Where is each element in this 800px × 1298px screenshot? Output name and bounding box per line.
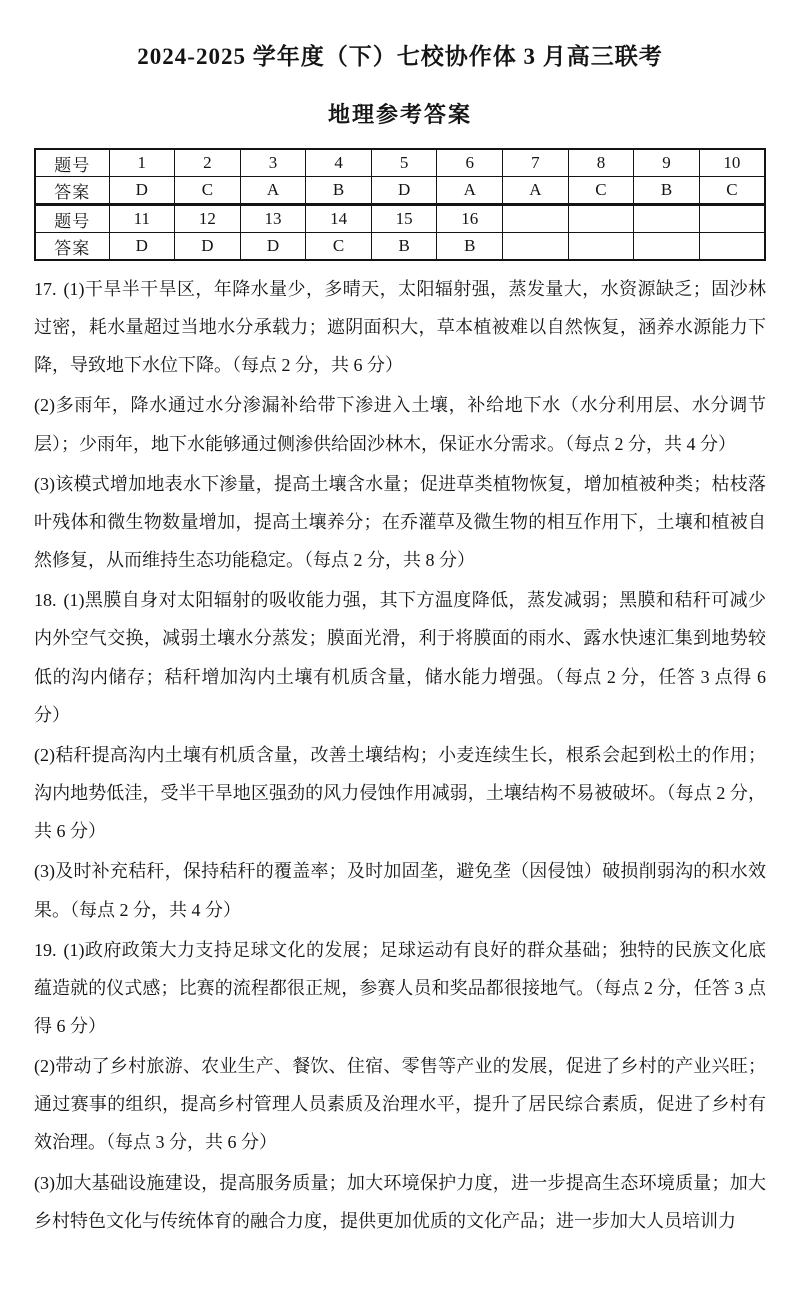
answer-part: (3)加大基础设施建设，提高服务质量；加大环境保护力度，进一步提高生态环境质量；加大乡村特色文化与传统体育的融合力度，提供更加优质的文化产品；进一步加大人员培训力 (34, 1172, 766, 1231)
question-number: 19. (34, 939, 57, 960)
answer-section-18 (34, 581, 766, 928)
answer-part: (3)该模式增加地表水下渗量，提高土壤含水量；促进草类植物恢复，增加植被种类；枯枝落叶残体和微生物数量增加，提高土壤养分；在乔灌草及微生物的相互作用下，土壤和植被自然修复，从而维持生态功能稳定。（每点 2 分，共 8 分） (34, 473, 766, 571)
answer-cell (503, 233, 569, 261)
row-header: 答案 (35, 233, 109, 261)
answer-part-text: (1)黑膜自身对太阳辐射的吸收能力强，其下方温度降低，蒸发减弱；黑膜和秸秆可减少内外空气交换，减弱土壤水分蒸发；膜面光滑，利于将膜面的雨水、露水快速汇集到地势较低的沟内储存；秸秆增加沟内土壤有机质含量，储水能力增强。（每点 2 分，任答 3 点得 6 分） (34, 590, 766, 725)
answer-part-text: (1)政府政策大力支持足球文化的发展；足球运动有良好的群众基础；独特的民族文化底蕴造就的仪式感；比赛的流程都很正规，参赛人员和奖品都很接地气。（每点 2 分，任答 3 点得 6 分） (34, 939, 766, 1036)
answer-part: (3)及时补充秸秆，保持秸秆的覆盖率；及时加固垄，避免垄（因侵蚀）破损削弱沟的积水效果。（每点 2 分，共 4 分） (34, 861, 766, 920)
table-row-qnum-11-16 (35, 205, 765, 233)
answer-part (34, 931, 766, 1045)
qnum-cell (568, 205, 634, 233)
qnum-cell: 8 (568, 149, 634, 177)
table-row-qnum-1-10 (35, 149, 765, 177)
answer-cell: C (699, 177, 765, 205)
table-row-answer-11-16 (35, 233, 765, 261)
answer-explanations (34, 270, 766, 1240)
answer-cell: C (175, 177, 241, 205)
answer-section-17 (34, 270, 766, 579)
row-header: 题号 (35, 205, 109, 233)
row-header: 题号 (35, 149, 109, 177)
qnum-cell (699, 205, 765, 233)
answer-cell: C (568, 177, 634, 205)
question-number: 18. (34, 590, 57, 611)
answer-cell: D (109, 177, 175, 205)
qnum-cell: 15 (371, 205, 437, 233)
answer-part: (2)多雨年，降水通过水分渗漏补给带下渗进入土壤，补给地下水（水分利用层、水分调节层）；少雨年，地下水能够通过侧渗供给固沙林木，保证水分需求。（每点 2 分，共 4 分） (34, 395, 766, 454)
answer-table (34, 148, 766, 261)
qnum-cell: 4 (306, 149, 372, 177)
answer-cell: A (437, 177, 503, 205)
row-header: 答案 (35, 177, 109, 205)
qnum-cell: 11 (109, 205, 175, 233)
answer-section-19 (34, 931, 766, 1240)
answer-cell: B (306, 177, 372, 205)
answer-cell (568, 233, 634, 261)
qnum-cell (503, 205, 569, 233)
qnum-cell: 13 (240, 205, 306, 233)
qnum-cell: 5 (371, 149, 437, 177)
qnum-cell: 1 (109, 149, 175, 177)
qnum-cell: 7 (503, 149, 569, 177)
answer-part: (2)带动了乡村旅游、农业生产、餐饮、住宿、零售等产业的发展，促进了乡村的产业兴旺；通过赛事的组织，提高乡村管理人员素质及治理水平，提升了居民综合素质，促进了乡村有效治理。（每点 3 分，共 6 分） (34, 1056, 766, 1153)
answer-cell: A (503, 177, 569, 205)
page-subtitle: 地理参考答案 (327, 102, 472, 127)
answer-cell: B (437, 233, 503, 261)
question-number: 17. (34, 279, 57, 299)
answer-cell: D (371, 177, 437, 205)
answer-cell: D (240, 233, 306, 261)
qnum-cell: 16 (437, 205, 503, 233)
qnum-cell (634, 205, 700, 233)
answer-part (34, 581, 766, 734)
answer-part (34, 270, 766, 384)
qnum-cell: 9 (634, 149, 700, 177)
answer-cell: C (306, 233, 372, 261)
answer-cell (634, 233, 700, 261)
answer-cell: D (175, 233, 241, 261)
qnum-cell: 2 (175, 149, 241, 177)
answer-cell (699, 233, 765, 261)
answer-cell: B (371, 233, 437, 261)
qnum-cell: 3 (240, 149, 306, 177)
qnum-cell: 6 (437, 149, 503, 177)
qnum-cell: 10 (699, 149, 765, 177)
answer-cell: D (109, 233, 175, 261)
qnum-cell: 12 (175, 205, 241, 233)
answer-part-text: (1)干旱半干旱区，年降水量少，多晴天，太阳辐射强，蒸发量大，水资源缺乏；固沙林过密，耗水量超过当地水分承载力；遮阴面积大，草本植被难以自然恢复，涵养水源能力下降，导致地下水位下降。（每点 2 分，共 6 分） (34, 279, 766, 376)
answer-cell: B (634, 177, 700, 205)
answer-part: (2)秸秆提高沟内土壤有机质含量，改善土壤结构；小麦连续生长，根系会起到松土的作用；沟内地势低洼，受半干旱地区强劲的风力侵蚀作用减弱，土壤结构不易被破坏。（每点 2 分，共 6 分） (34, 744, 766, 842)
answer-cell: A (240, 177, 306, 205)
table-row-answer-1-10 (35, 177, 765, 205)
qnum-cell: 14 (306, 205, 372, 233)
page-title: 2024-2025 学年度（下）七校协作体 3 月高三联考 (137, 44, 663, 69)
